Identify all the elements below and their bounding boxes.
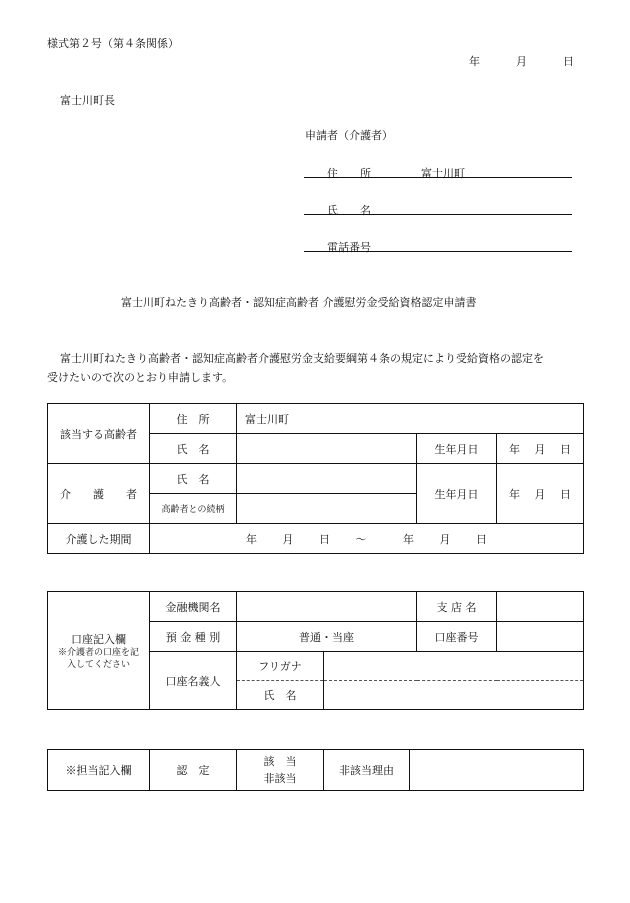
caregiver-name-label: 氏 名 — [150, 464, 237, 494]
applicable-option[interactable]: 該 当 — [263, 755, 297, 768]
holder-name-field[interactable] — [324, 681, 584, 710]
caregiver-name-field[interactable] — [237, 464, 417, 494]
name-underline[interactable] — [304, 214, 572, 215]
bank-name-label: 金融機関名 — [150, 592, 237, 622]
reason-label: 非該当理由 — [324, 750, 410, 791]
not-applicable-option[interactable]: 非該当 — [263, 772, 297, 785]
caregiver-label: 介 護 者 — [48, 464, 150, 524]
approval-choice[interactable] — [237, 750, 324, 791]
reason-field[interactable] — [410, 750, 584, 791]
bank-account-table — [47, 591, 584, 710]
elder-address-label: 住 所 — [150, 404, 237, 434]
account-number-label: 口座番号 — [417, 622, 497, 652]
applicant-title: 申請者（介護者） — [305, 129, 393, 142]
care-period-label: 介護した期間 — [48, 524, 150, 554]
account-number-field[interactable] — [497, 622, 584, 652]
document-title: 富士川町ねたきり高齢者・認知症高齢者 介護慰労金受給資格認定申請書 — [121, 296, 477, 309]
elder-dob-label: 生年月日 — [417, 434, 497, 464]
branch-name-field[interactable] — [497, 592, 584, 622]
form-number: 様式第２号（第４条関係） — [47, 37, 179, 50]
furigana-field[interactable] — [324, 652, 584, 681]
elder-caregiver-table — [47, 403, 584, 554]
body-line-2: 受けたいので次のとおり申請します。 — [47, 371, 234, 384]
deposit-type-value[interactable]: 普通・当座 — [237, 622, 417, 652]
furigana-label: フリガナ — [237, 652, 324, 681]
account-note-line-1: ※介護者の口座を記 — [57, 647, 139, 658]
phone-label: 電話番号 — [327, 241, 371, 254]
branch-name-label: 支 店 名 — [417, 592, 497, 622]
date-month-label: 月 — [516, 55, 527, 68]
account-note-line-2: 入してください — [66, 659, 130, 670]
elder-name-field[interactable] — [237, 434, 417, 464]
relation-field[interactable] — [237, 494, 417, 524]
account-holder-label: 口座名義人 — [150, 652, 237, 710]
name-label: 氏 名 — [327, 204, 371, 217]
elder-address-value[interactable]: 富士川町 — [237, 404, 584, 434]
date-year-label: 年 — [469, 55, 480, 68]
care-period-field[interactable]: 年 月 日 ～ 年 月 日 — [150, 524, 584, 554]
account-section-label — [48, 592, 150, 710]
phone-underline[interactable] — [304, 251, 572, 252]
date-day-label: 日 — [563, 55, 574, 68]
address-value[interactable]: 富士川町 — [421, 167, 465, 180]
caregiver-dob-label: 生年月日 — [417, 464, 497, 524]
addressee: 富士川町長 — [60, 94, 115, 107]
account-label: 口座記入欄 — [71, 632, 126, 646]
staff-table — [47, 749, 584, 791]
elder-name-label: 氏 名 — [150, 434, 237, 464]
holder-name-label: 氏 名 — [237, 681, 324, 710]
body-line-1: 富士川町ねたきり高齢者・認知症高齢者介護慰労金支給要綱第４条の規定により受給資格の認定を — [60, 352, 544, 365]
elder-label: 該当する高齢者 — [48, 404, 150, 464]
address-label: 住 所 — [327, 167, 371, 180]
deposit-type-label: 預 金 種 別 — [150, 622, 237, 652]
relation-label: 高齢者との続柄 — [150, 494, 237, 524]
approval-label: 認 定 — [150, 750, 237, 791]
elder-dob-field[interactable]: 年 月 日 — [497, 434, 584, 464]
bank-name-field[interactable] — [237, 592, 417, 622]
staff-label: ※担当記入欄 — [48, 750, 150, 791]
caregiver-dob-field[interactable]: 年 月 日 — [497, 464, 584, 524]
address-underline — [304, 177, 572, 178]
